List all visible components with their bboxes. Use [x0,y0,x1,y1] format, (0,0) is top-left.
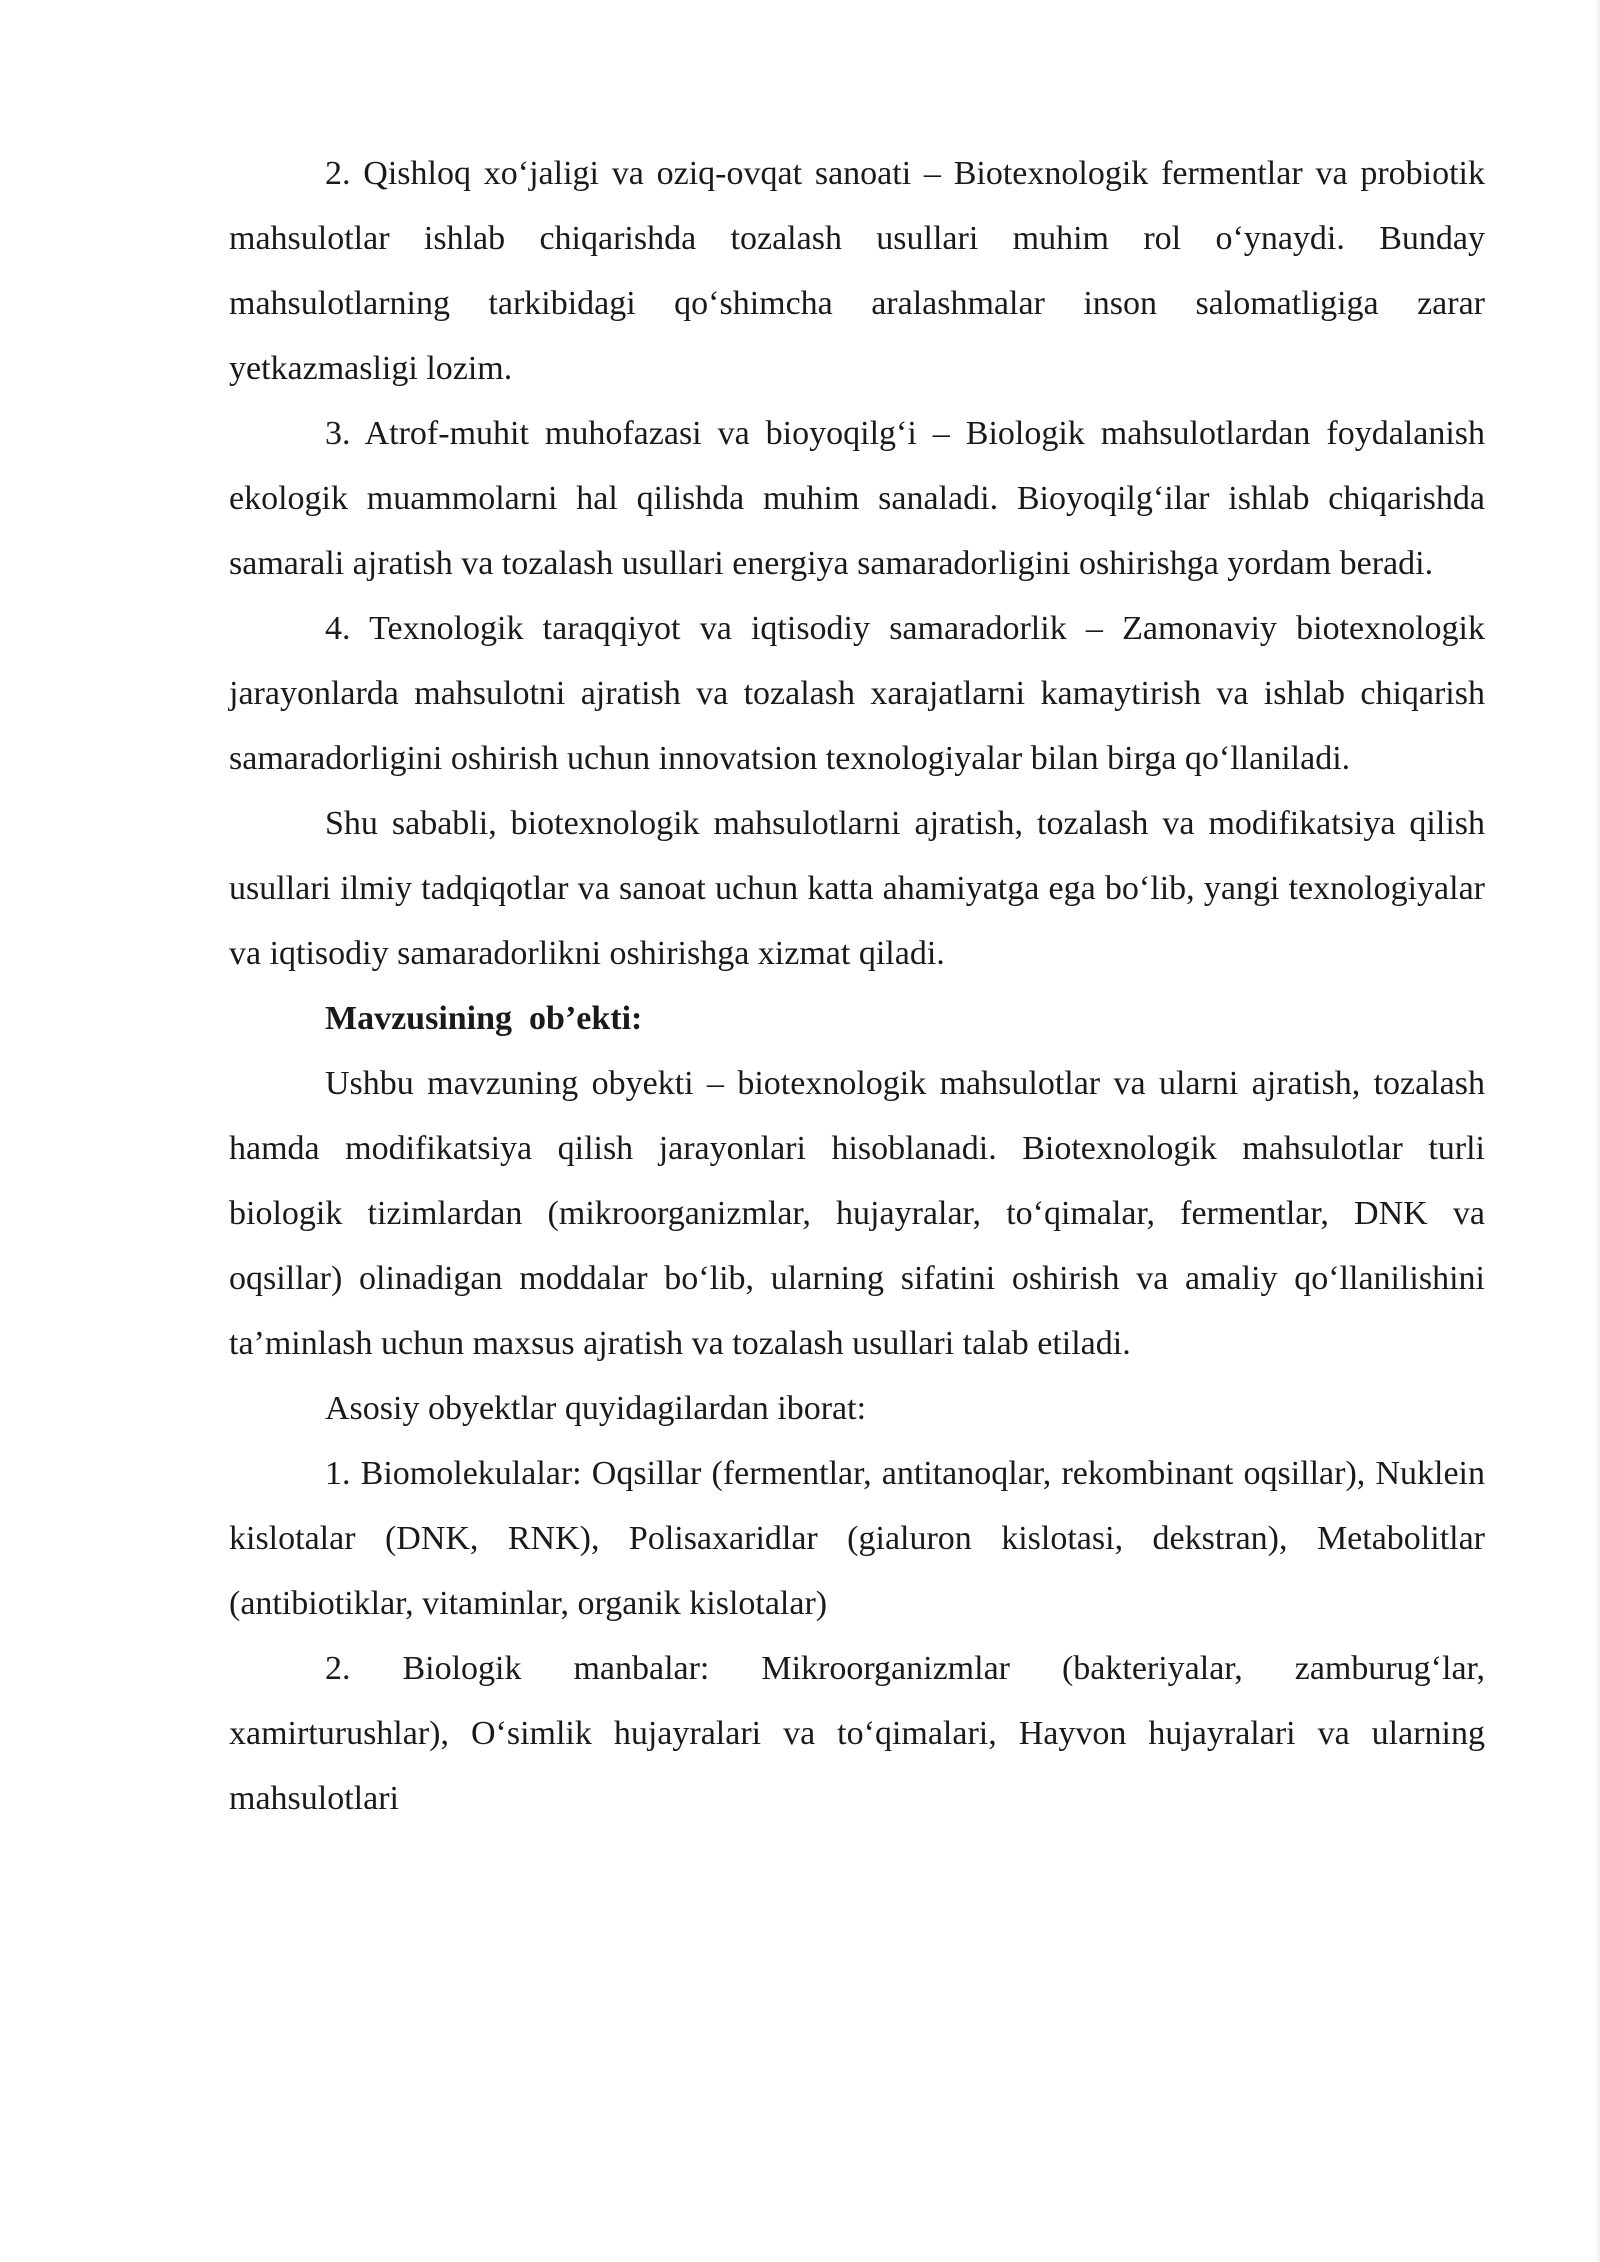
paragraph-agriculture-food-industry: 2. Qishloq xo‘jaligi va oziq-ovqat sanoati – Biotexnologik fermentlar va probiotik mahsulotlar ishlab chiqarishda tozalash usullari muhim rol o‘ynaydi. Bunday mahsulotlarning tarkibidagi qo‘shimcha aralashmalar inson salomatligiga zarar yetkazmasligi lozim. [229,155,1485,387]
section-heading-topic-object: Mavzusining ob’ekti: [325,1000,643,1037]
paragraph-topic-object: Ushbu mavzuning obyekti – biotexnologik mahsulotlar va ularni ajratish, tozalash hamda modifikatsiya qilish jarayonlari hisoblanadi. Biotexnologik mahsulotlar turli biologik tizimlardan (mikroorganizmlar, hujayralar, to‘qimalar, fermentlar, DNK va oqsillar) olinadigan moddalar bo‘lib, ularning sifatini oshirish va amaliy qo‘llanilishini ta’minlash uchun maxsus ajratish va tozalash usullari talab etiladi. [229,1065,1485,1362]
paragraph-conclusion: Shu sababli, biotexnologik mahsulotlarni ajratish, tozalash va modifikatsiya qilish usullari ilmiy tadqiqotlar va sanoat uchun katta ahamiyatga ega bo‘lib, yangi texnologiyalar va iqtisodiy samaradorlikni oshirishga xizmat qiladi. [229,805,1485,972]
list-item-biomolecules: 1. Biomolekulalar: Oqsillar (fermentlar, antitanoqlar, rekombinant oqsillar), Nuklein kislotalar (DNK, RNK), Polisaxaridlar (gialuron kislotasi, dekstran), Metabolitlar (antibiotiklar, vitaminlar, organik kislotalar) [229,1455,1485,1622]
page-edge-shadow [1594,0,1600,2262]
paragraph-environment-biofuel: 3. Atrof-muhit muhofazasi va bioyoqilg‘i – Biologik mahsulotlardan foydalanish ekologik muammolarni hal qilishda muhim sanaladi. Bioyoqilg‘ilar ishlab chiqarishda samarali ajratish va tozalash usullari energiya samaradorligini oshirishga yordam beradi. [229,415,1485,582]
list-item-biological-sources: 2. Biologik manbalar: Mikroorganizmlar (bakteriyalar, zamburug‘lar, xamirturushlar), O‘simlik hujayralari va to‘qimalari, Hayvon hujayralari va ularning mahsulotlari [229,1650,1485,1817]
document-body [229,141,1485,1831]
paragraph-technological-progress: 4. Texnologik taraqqiyot va iqtisodiy samaradorlik – Zamonaviy biotexnologik jarayonlarda mahsulotni ajratish va tozalash xarajatlarni kamaytirish va ishlab chiqarish samaradorligini oshirish uchun innovatsion texnologiyalar bilan birga qo‘llaniladi. [229,610,1485,777]
paragraph-main-objects-intro: Asosiy obyektlar quyidagilardan iborat: [325,1390,867,1427]
